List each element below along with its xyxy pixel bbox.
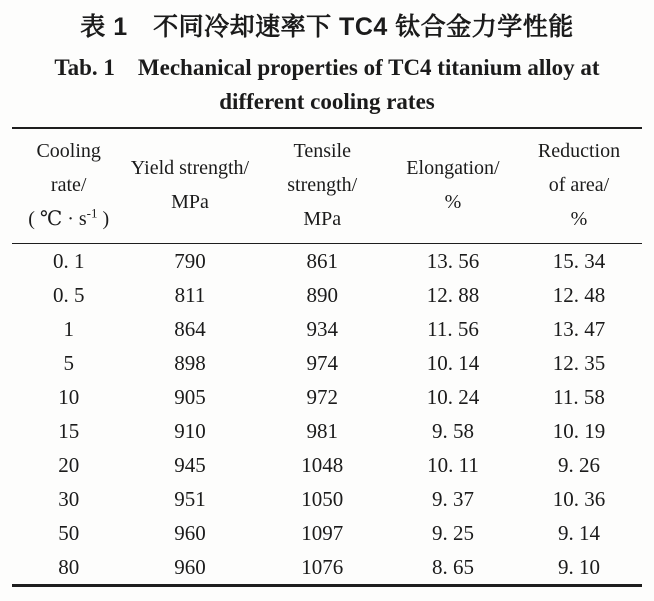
table-cell: 9. 26 (557, 452, 600, 477)
table-cell: 9. 37 (431, 486, 474, 511)
table-cell: 13. 56 (426, 248, 480, 273)
header-line: of area/ (548, 174, 610, 196)
table-cell: 80 (58, 554, 80, 579)
table-cell: 15. 34 (552, 248, 606, 273)
table-cell: 861 (306, 248, 338, 273)
table-cell: 974 (306, 350, 338, 375)
table-cell: 960 (174, 554, 206, 579)
header-unit-line (12, 202, 125, 236)
table-cell: 9. 10 (557, 554, 600, 579)
header-line: Elongation/ (406, 157, 500, 179)
table-cell: 910 (174, 418, 206, 443)
header-line: rate/ (50, 174, 87, 196)
table-cell: 0. 1 (52, 248, 85, 273)
table-cell: 1076 (301, 554, 344, 579)
table-cell: 0. 5 (52, 282, 85, 307)
table-caption-english (0, 51, 654, 119)
table-cell: 30 (58, 486, 80, 511)
table-row (12, 516, 642, 550)
table-cell: 20 (58, 452, 80, 477)
table-cell: 11. 56 (427, 316, 479, 341)
table-row (12, 278, 642, 312)
table-body (12, 244, 642, 586)
header-row (12, 128, 642, 244)
mechanical-properties-table (12, 127, 642, 587)
table-cell: 981 (306, 418, 338, 443)
table-cell: 898 (174, 350, 206, 375)
table-caption-chinese: 表 1 不同冷却速率下 TC4 钛合金力学性能 (80, 13, 574, 41)
header-line: Yield strength/ (130, 157, 250, 179)
table-cell: 12. 35 (552, 350, 606, 375)
table-row (12, 414, 642, 448)
table-cell: 1048 (301, 452, 344, 477)
table-cell: 8. 65 (431, 554, 474, 579)
table-row (12, 482, 642, 516)
table-cell: 10. 14 (426, 350, 480, 375)
header-line: strength/ (287, 174, 358, 196)
table-cell: 10. 19 (552, 418, 606, 443)
header-line: % (570, 208, 588, 230)
col-header-cooling-rate (12, 128, 125, 244)
col-header-tensile-strength (255, 128, 390, 244)
table-cell: 890 (306, 282, 338, 307)
header-line: % (444, 191, 462, 213)
table-cell: 864 (174, 316, 206, 341)
header-line: MPa (303, 208, 342, 230)
header-line: Tensile (293, 140, 351, 162)
table-cell: 11. 58 (553, 384, 605, 409)
table-cell: 790 (174, 248, 206, 273)
header-line: MPa (171, 191, 209, 213)
table-cell: 15 (58, 418, 80, 443)
table-header (12, 128, 642, 244)
caption-english-line2: different cooling rates (219, 89, 435, 114)
table-cell: 951 (174, 486, 206, 511)
table-row (12, 448, 642, 482)
table-cell: 12. 88 (426, 282, 480, 307)
table-cell: 10. 36 (552, 486, 606, 511)
table-cell: 50 (58, 520, 80, 545)
table-cell: 811 (174, 282, 206, 307)
table-cell: 9. 58 (431, 418, 474, 443)
header-line: Reduction (537, 140, 621, 162)
table-cell: 945 (174, 452, 206, 477)
table-cell: 905 (174, 384, 206, 409)
table-row (12, 244, 642, 279)
table-cell: 934 (306, 316, 338, 341)
table-cell: 12. 48 (552, 282, 606, 307)
table-cell: 13. 47 (552, 316, 606, 341)
table-row (12, 550, 642, 586)
table-cell: 10. 24 (426, 384, 480, 409)
table-cell: 9. 14 (557, 520, 600, 545)
caption-english-line1: Tab. 1 Mechanical properties of TC4 titanium alloy at (54, 55, 600, 80)
col-header-elongation (390, 128, 516, 244)
table-cell: 5 (63, 350, 74, 375)
table-cell: 960 (174, 520, 206, 545)
table-cell: 10. 11 (427, 452, 479, 477)
table-cell: 10 (58, 384, 80, 409)
table-cell: 1050 (301, 486, 344, 511)
unit-superscript: -1 (86, 205, 98, 221)
col-header-yield-strength (125, 128, 254, 244)
col-header-reduction-of-area (516, 128, 642, 244)
unit-prefix: ( ℃ · s (28, 208, 87, 230)
table-cell: 972 (306, 384, 338, 409)
table-cell: 1097 (301, 520, 344, 545)
table-row (12, 380, 642, 414)
header-line: Cooling (36, 140, 101, 162)
table-row (12, 346, 642, 380)
table-cell: 1 (63, 316, 74, 341)
table-row (12, 312, 642, 346)
unit-suffix: ) (97, 208, 110, 230)
table-cell: 9. 25 (431, 520, 474, 545)
